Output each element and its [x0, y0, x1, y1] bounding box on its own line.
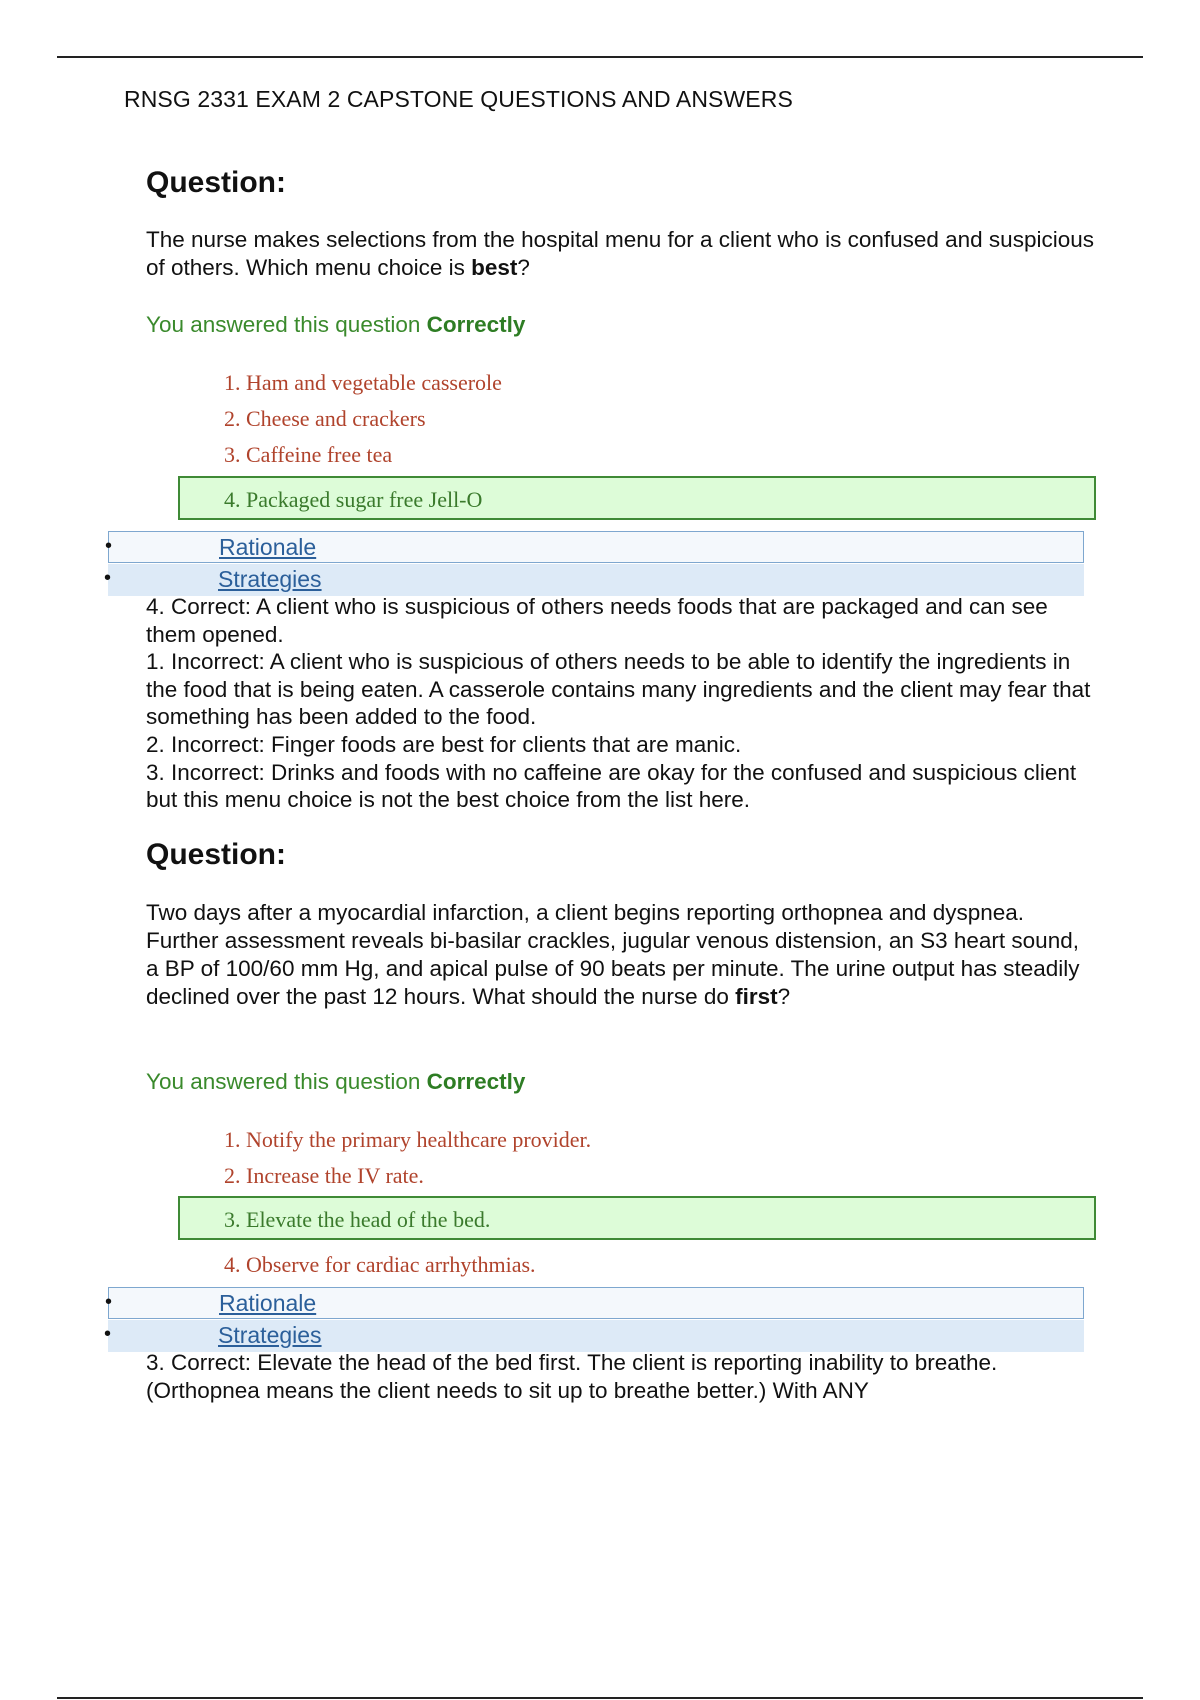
- question-text: [146, 899, 1096, 1011]
- answer-option-label: 4. Packaged sugar free Jell-O: [224, 487, 483, 512]
- answer-option[interactable]: 2. Cheese and crackers: [224, 406, 426, 431]
- rationale-line: 3. Incorrect: Drinks and foods with no caffeine are okay for the confused and suspicious client but this menu choice is not the best choice from the list here.: [146, 759, 1077, 813]
- question-text-emphasis: best: [471, 255, 518, 280]
- answer-status: [146, 312, 525, 338]
- bullet: •: [104, 1323, 112, 1345]
- bullet: •: [105, 535, 113, 557]
- question-text: [146, 226, 1096, 282]
- rationale-line: 1. Incorrect: A client who is suspicious of others needs to be able to identify the ingredients in the food that is being eaten. A casserole contains many ingredients and the client may fear that something has been added to the food.: [146, 649, 1091, 730]
- answer-option[interactable]: 3. Caffeine free tea: [224, 442, 393, 467]
- answer-status-prefix: You answered this question: [146, 1069, 427, 1094]
- answer-status-prefix: You answered this question: [146, 312, 427, 337]
- rationale-link[interactable]: Rationale: [219, 534, 317, 560]
- bullet: •: [105, 1291, 113, 1313]
- question-text-main: Two days after a myocardial infarction, a client begins reporting orthopnea and dyspnea. Further assessment reveals bi-basilar crackles, jugular venous distension, an S3 heart sound, a BP of 100/60 mm Hg, and apical pulse of 90 beats per minute. The urine output has steadily declined over the past 12 hours. What should the nurse do: [146, 900, 1080, 1009]
- strategies-link[interactable]: Strategies: [218, 566, 322, 592]
- answer-option[interactable]: 4. Observe for cardiac arrhythmias.: [224, 1252, 536, 1277]
- question-heading: Question:: [146, 838, 286, 871]
- document-header: RNSG 2331 EXAM 2 CAPSTONE QUESTIONS AND ANSWERS: [124, 86, 793, 112]
- answer-option-label: 3. Elevate the head of the bed.: [224, 1207, 491, 1232]
- question-heading: Question:: [146, 166, 286, 199]
- bottom-rule: [57, 1697, 1143, 1699]
- rationale-text: [146, 593, 1096, 814]
- question-text-main: The nurse makes selections from the hospital menu for a client who is confused and suspicious of others. Which menu choice is: [146, 227, 1094, 280]
- answer-status-word: Correctly: [426, 312, 526, 337]
- strategies-row[interactable]: [104, 1320, 1084, 1352]
- question-text-end: ?: [517, 255, 530, 280]
- answer-option[interactable]: 1. Notify the primary healthcare provider.: [224, 1127, 592, 1152]
- rationale-line: 3. Correct: Elevate the head of the bed first. The client is reporting inability to breathe. (Orthopnea means the client needs to sit up to breathe better.) With ANY: [146, 1350, 998, 1403]
- rationale-row[interactable]: [105, 531, 1084, 563]
- strategies-row[interactable]: [104, 564, 1084, 596]
- bullet: •: [104, 567, 112, 589]
- rationale-line: 4. Correct: A client who is suspicious of others needs foods that are packaged and can see them opened.: [146, 594, 1048, 647]
- rationale-text: [146, 1349, 1096, 1404]
- top-rule: [57, 56, 1143, 58]
- rationale-line: 2. Incorrect: Finger foods are best for clients that are manic.: [146, 731, 742, 757]
- answer-option-correct[interactable]: [178, 476, 1096, 520]
- question-text-emphasis: first: [735, 984, 778, 1009]
- rationale-link[interactable]: Rationale: [219, 1290, 317, 1316]
- answer-status-word: Correctly: [426, 1069, 526, 1094]
- answer-status: [146, 1069, 525, 1095]
- rationale-row[interactable]: [105, 1287, 1084, 1319]
- answer-option[interactable]: 2. Increase the IV rate.: [224, 1163, 424, 1188]
- answer-option-correct[interactable]: [178, 1196, 1096, 1240]
- question-text-end: ?: [777, 984, 791, 1009]
- strategies-link[interactable]: Strategies: [218, 1322, 322, 1348]
- answer-option[interactable]: 1. Ham and vegetable casserole: [224, 370, 502, 395]
